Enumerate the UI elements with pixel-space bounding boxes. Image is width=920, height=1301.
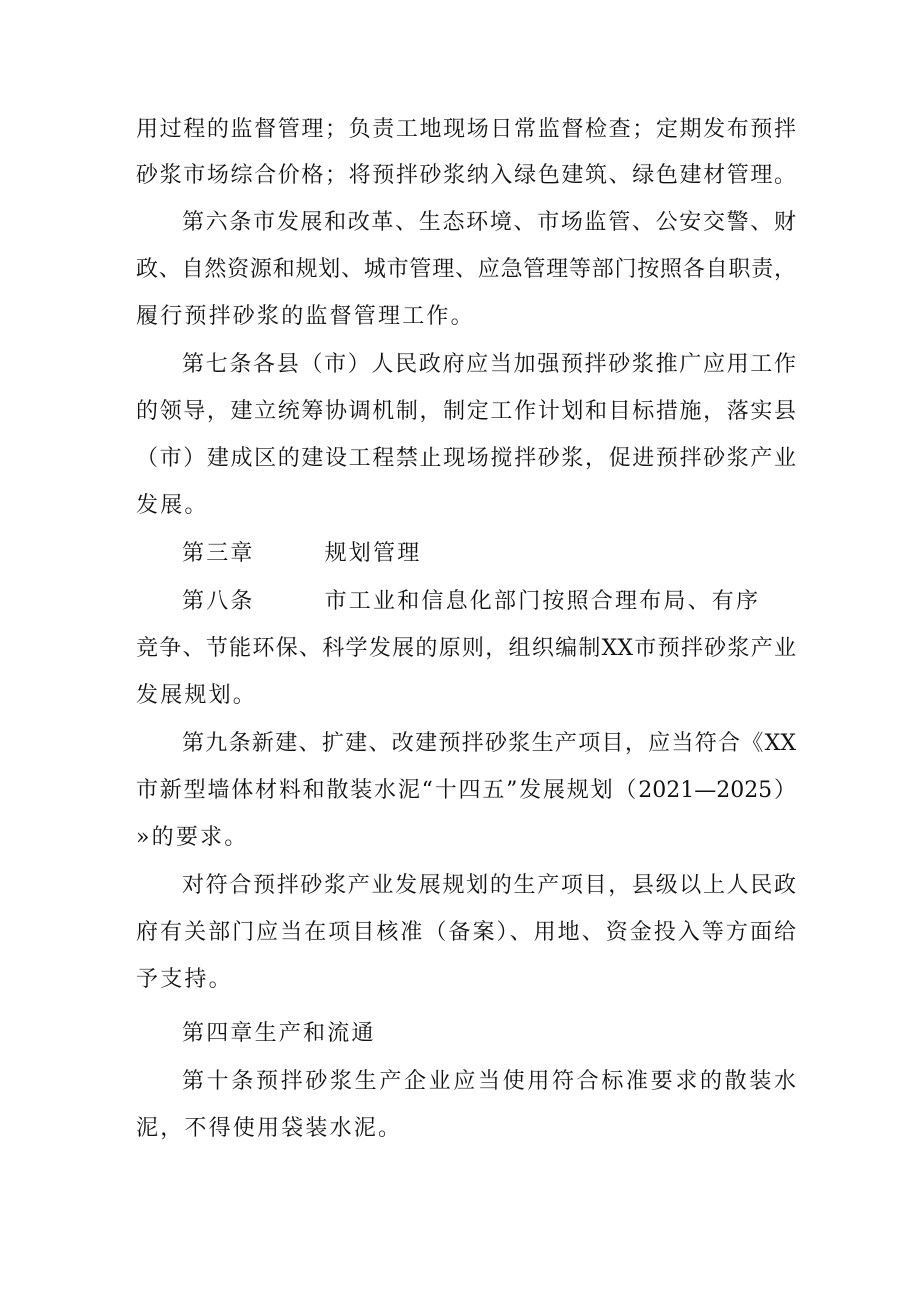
body-line: »的要求。 (136, 825, 249, 850)
body-line: 发展规划。 (136, 683, 258, 708)
paragraph-line: 对符合预拌砂浆产业发展规划的生产项目，县级以上人民政 (182, 873, 796, 898)
article-text: 市工业和信息化部门按照合理布局、有序 (324, 589, 761, 614)
body-line: （市）建成区的建设工程禁止现场搅拌砂浆，促进预拌砂浆产业 (136, 446, 796, 471)
body-line: 泥，不得使用袋装水泥。 (136, 1116, 403, 1141)
chapter-number: 第三章 (182, 541, 255, 566)
chapter-title: 规划管理 (324, 541, 422, 566)
body-line: 用过程的监督管理；负责工地现场日常监督检查；定期发布预拌 (136, 117, 796, 142)
body-line: 发展。 (136, 493, 209, 518)
body-line: 履行预拌砂浆的监督管理工作。 (136, 304, 475, 329)
body-line: 砂浆市场综合价格；将预拌砂浆纳入绿色建筑、绿色建材管理。 (136, 163, 796, 188)
chapter-3-heading (182, 534, 796, 574)
body-line: 市新型墙体材料和散装水泥“十四五”发展规划（2021—2025） (136, 778, 796, 803)
article-10-line: 第十条预拌砂浆生产企业应当使用符合标准要求的散装水 (182, 1069, 796, 1094)
body-line: 竞争、节能环保、科学发展的原则，组织编制XX市预拌砂浆产业 (136, 636, 796, 661)
body-line: 的领导，建立统筹协调机制，制定工作计划和目标措施，落实县 (136, 399, 796, 424)
article-8-line (182, 582, 796, 622)
article-6-line: 第六条市发展和改革、生态环境、市场监管、公安交警、财 (182, 210, 796, 235)
article-9-line: 第九条新建、扩建、改建预拌砂浆生产项目，应当符合《XX (182, 731, 796, 756)
body-line: 予支持。 (136, 967, 233, 992)
article-number: 第八条 (182, 589, 255, 614)
chapter-4-heading: 第四章生产和流通 (182, 1021, 376, 1046)
body-line: 政、自然资源和规划、城市管理、应急管理等部门按照各自职责， (136, 257, 796, 282)
body-line: 府有关部门应当在项目核准（备案）、用地、资金投入等方面给 (136, 920, 796, 945)
article-7-line: 第七条各县（市）人民政府应当加强预拌砂浆推广应用工作 (182, 352, 796, 377)
